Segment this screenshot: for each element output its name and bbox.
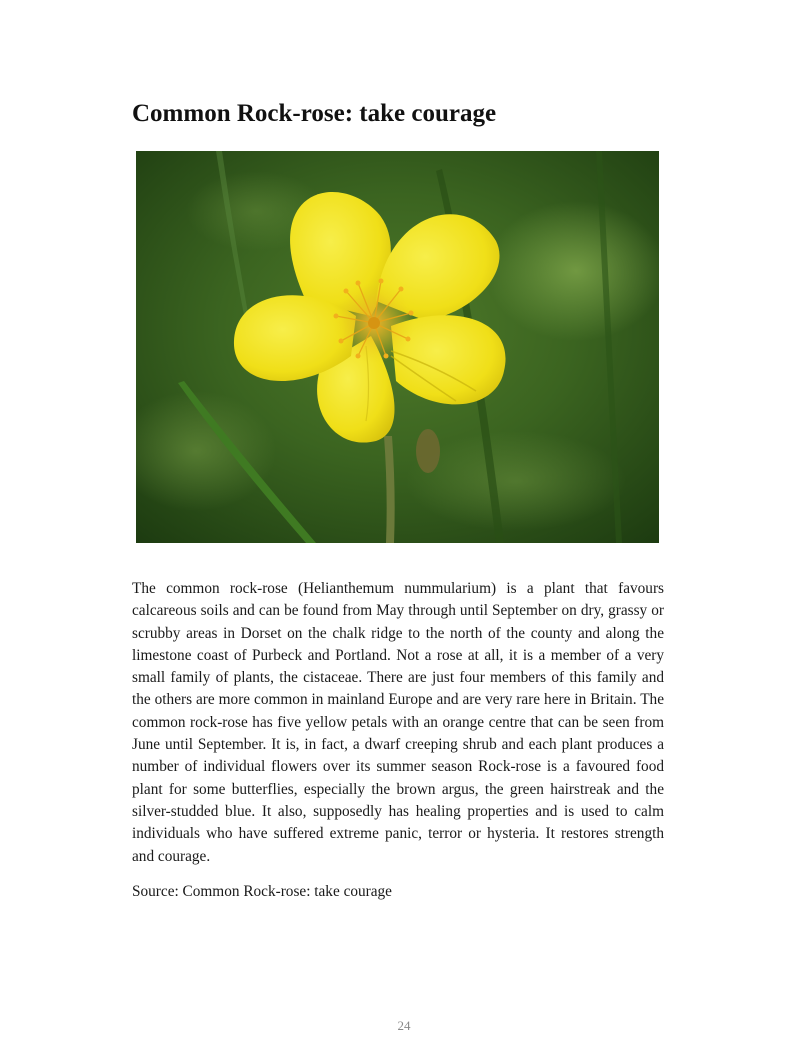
rock-rose-photo <box>136 151 659 543</box>
page-title: Common Rock-rose: take courage <box>132 100 497 127</box>
page-number: 24 <box>397 1018 411 1033</box>
body-paragraph: The common rock-rose (Helianthemum nummularium) is a plant that favours calcareous soils and can be found from May through until September on dry, grassy or scrubby areas in Dorset on the chalk ridge to the north of the county and along the limestone coast of Purbeck and Portland. Not a rose at all, it is a member of a very small family of plants, the cistaceae. There are just four members of this family and the others are more common in mainland Europe and are very rare here in Britain. The common rock-rose has five yellow petals with an orange centre that can be seen from June until September. It is, in fact, a dwarf creeping shrub and each plant produces a number of individual flowers over its summer season Rock-rose is a favoured food plant for some butterflies, especially the brown argus, the green hairstreak and the silver-studded blue. It also, supposedly has healing properties and is used to calm individuals who have suffered extreme panic, terror or hysteria. It restores strength and courage. <box>132 580 664 865</box>
source-citation: Source: Common Rock-rose: take courage <box>132 883 392 900</box>
